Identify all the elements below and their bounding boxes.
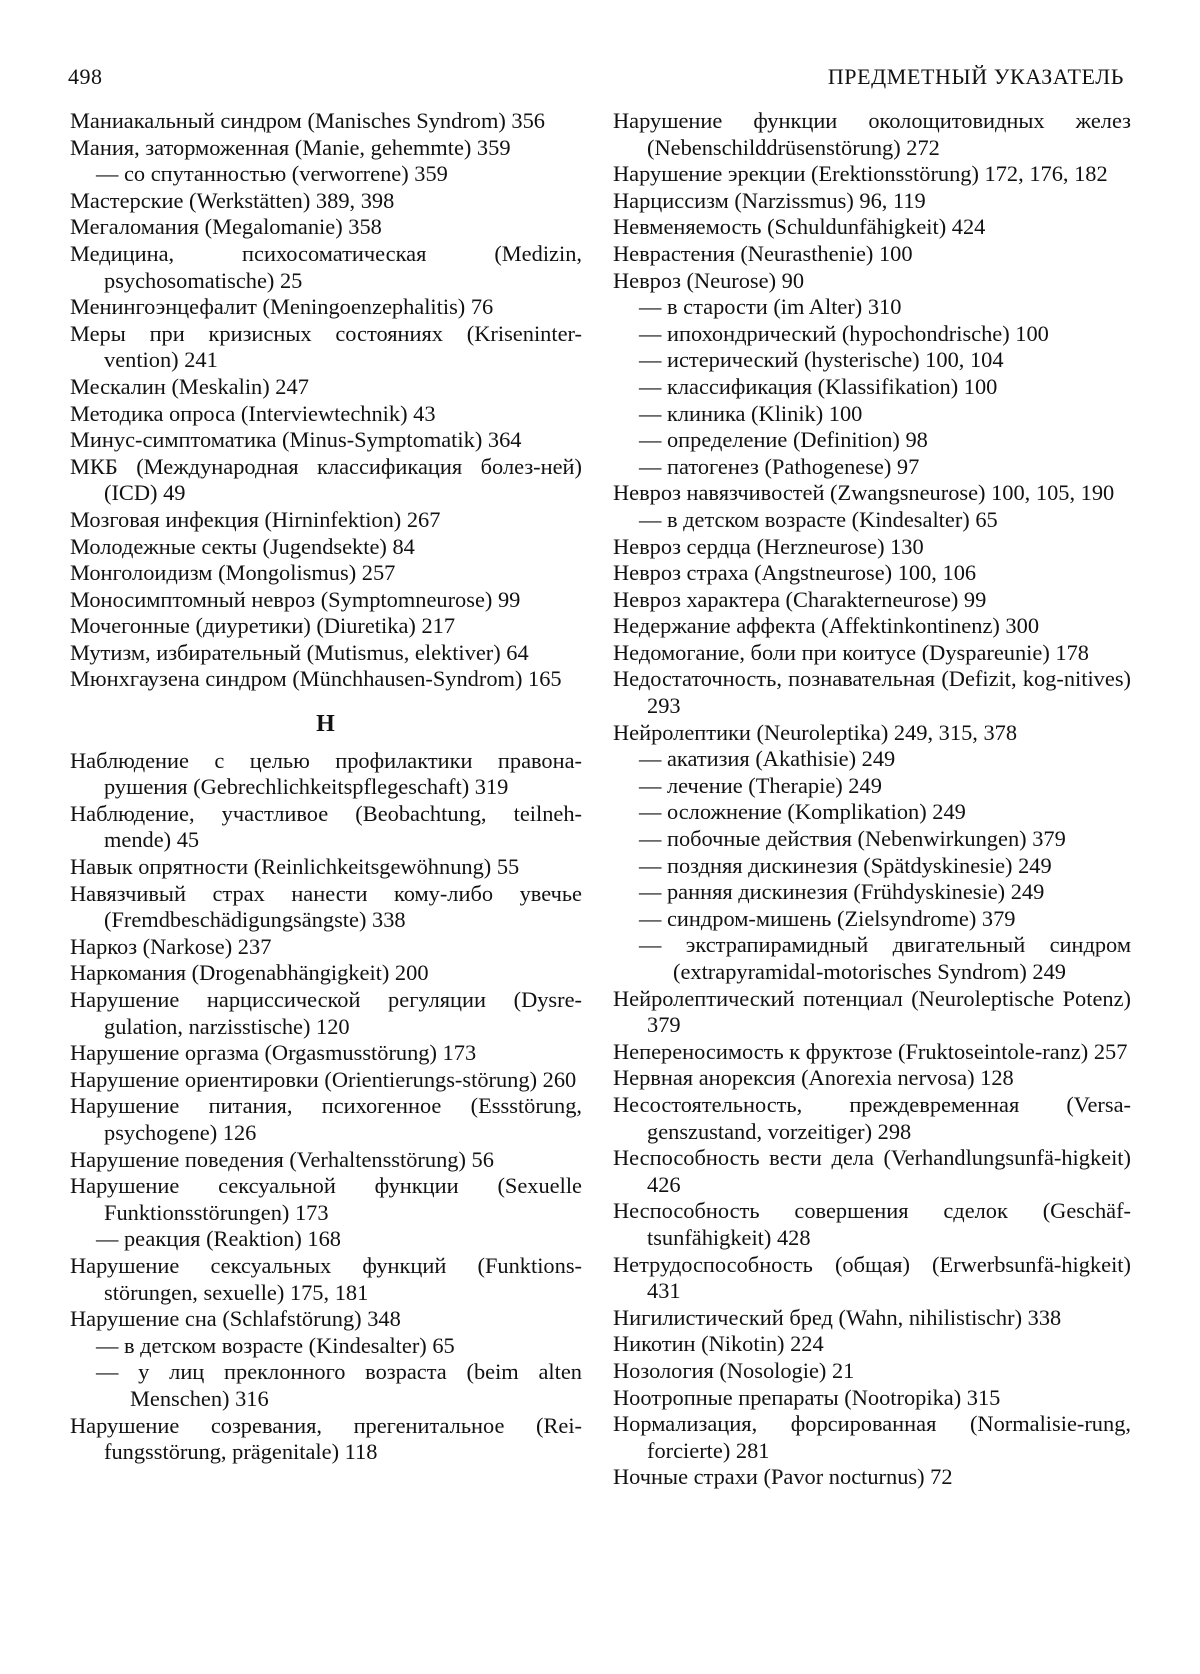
index-entry: Навязчивый страх нанести кому-либо увечье (Fremdbeschädigungsängste) 338: [70, 880, 582, 933]
index-entry: МКБ (Международная классификация болез-ней) (ICD) 49: [70, 453, 582, 506]
index-entry: Нигилистический бред (Wahn, nihilistischr) 338: [613, 1304, 1062, 1330]
index-entry: Молодежные секты (Jugendsekte) 84: [70, 533, 415, 559]
index-entry: Меры при кризисных состояниях (Kriseninter-vention) 241: [70, 320, 582, 373]
index-entry: Нейролептики (Neuroleptika) 249, 315, 378: [613, 719, 1018, 745]
index-entry: Невменяемость (Schuldunfähigkeit) 424: [613, 214, 986, 240]
index-entry: Нарушение сна (Schlafstörung) 348: [70, 1306, 401, 1332]
index-entry: Минус-симптоматика (Minus-Symptomatik) 364: [70, 427, 522, 453]
index-subentry: — ранняя дискинезия (Frühdyskinesie) 249: [639, 879, 1045, 905]
index-subentry: — истерический (hysterische) 100, 104: [639, 347, 1004, 373]
index-subentry: — классификация (Klassifikation) 100: [639, 373, 998, 399]
left-column: [70, 108, 582, 1466]
index-subentry: — у лиц преклонного возраста (beim alten Menschen) 316: [96, 1359, 582, 1411]
index-entry: Несостоятельность, преждевременная (Versa-genszustand, vorzeitiger) 298: [613, 1091, 1131, 1144]
index-entry: Невроз навязчивостей (Zwangsneurose) 100, 105, 190: [613, 480, 1115, 506]
entries-m-section: [70, 108, 582, 693]
index-entry: Мюнхгаузена синдром (Münchhausen-Syndrom) 165: [70, 666, 562, 692]
running-title: ПРЕДМЕТНЫЙ УКАЗАТЕЛЬ: [827, 64, 1124, 89]
index-entry: Нарушение эрекции (Erektionsstörung) 172, 176, 182: [613, 161, 1108, 187]
index-entry: Методика опроса (Interviewtechnik) 43: [70, 400, 436, 426]
index-entry: Нормализация, форсированная (Normalisie-rung, forcierte) 281: [613, 1411, 1131, 1463]
index-subentry: — акатизия (Akathisie) 249: [639, 746, 896, 772]
index-entry: Невроз (Neurose) 90: [613, 267, 805, 293]
index-entry: Нарушение сексуальных функций (Funktions-störungen, sexuelle) 175, 181: [70, 1252, 582, 1305]
index-entry: Менингоэнцефалит (Meningoenzephalitis) 76: [70, 294, 494, 320]
index-entry: Наркомания (Drogenabhängigkeit) 200: [70, 960, 429, 986]
index-entry: Мутизм, избирательный (Mutismus, elektiver) 64: [70, 639, 529, 665]
index-entry: Медицина, психосоматическая (Medizin, psychosomatische) 25: [70, 240, 582, 293]
index-subentry: — со спутанностью (verworrene) 359: [96, 161, 448, 187]
index-entry: Никотин (Nikotin) 224: [613, 1331, 824, 1357]
index-entry: Неспособность вести дела (Verhandlungsunfä-higkeit) 426: [613, 1145, 1131, 1197]
index-entry: Мочегонные (диуретики) (Diuretika) 217: [70, 613, 456, 639]
index-subentry: — клиника (Klinik) 100: [639, 400, 863, 426]
index-entry: Нервная анорексия (Anorexia nervosa) 128: [613, 1065, 1014, 1091]
right-column: [613, 108, 1131, 1491]
index-entry: Навык опрятности (Reinlichkeitsgewöhnung) 55: [70, 854, 520, 880]
index-subentry: — осложнение (Komplikation) 249: [639, 799, 966, 825]
page-number: 498: [68, 64, 103, 89]
index-entry: Недержание аффекта (Affektinkontinenz) 300: [613, 613, 1040, 639]
entries-n-section: [70, 748, 582, 1466]
index-subentry: — экстрапирамидный двигательный синдром (extrapyramidal-motorisches Syndrom) 249: [639, 932, 1131, 984]
index-subentry: — в детском возрасте (Kindesalter) 65: [96, 1332, 455, 1358]
index-entry: Нарушение функции околощитовидных желез (Nebenschilddrüsenstörung) 272: [613, 108, 1131, 160]
index-entry: Невроз страха (Angstneurose) 100, 106: [613, 560, 977, 586]
index-entry: Нейролептический потенциал (Neuroleptische Potenz) 379: [613, 985, 1131, 1038]
index-entry: Недомогание, боли при коитусе (Dyspareunie) 178: [613, 639, 1089, 665]
index-entry: Нарушение сексуальной функции (Sexuelle Funktionsstörungen) 173: [70, 1173, 582, 1225]
index-subentry: — в старости (im Alter) 310: [639, 294, 902, 320]
index-entry: Невроз сердца (Herzneurose) 130: [613, 533, 924, 559]
index-subentry: — реакция (Reaktion) 168: [96, 1226, 342, 1252]
index-subentry: — лечение (Therapie) 249: [639, 772, 882, 798]
index-entry: Нарушение питания, психогенное (Essstörung, psychogene) 126: [70, 1093, 582, 1145]
index-entry: Непереносимость к фруктозе (Fruktoseintole-ranz) 257: [613, 1038, 1128, 1064]
index-entry: Мания, заторможенная (Manie, gehemmte) 359: [70, 134, 511, 160]
index-subentry: — побочные действия (Nebenwirkungen) 379: [639, 826, 1066, 852]
index-entry: Ночные страхи (Pavor nocturnus) 72: [613, 1464, 953, 1490]
index-entry: Мастерские (Werkstätten) 389, 398: [70, 187, 395, 213]
index-entry: Мегаломания (Megalomanie) 358: [70, 214, 382, 240]
index-entry: Неврастения (Neurasthenie) 100: [613, 240, 913, 266]
index-entry: Нарушение поведения (Verhaltensstörung) 56: [70, 1146, 494, 1172]
index-entry: Недостаточность, познавательная (Defizit, kog-nitives) 293: [613, 666, 1131, 719]
index-entry: Ноотропные препараты (Nootropika) 315: [613, 1384, 1001, 1410]
index-entry: Нетрудоспособность (общая) (Erwerbsunfä-higkeit) 431: [613, 1251, 1131, 1304]
index-subentry: — поздняя дискинезия (Spätdyskinesie) 249: [639, 852, 1052, 878]
index-entry: Нозология (Nosologie) 21: [613, 1357, 855, 1383]
index-entry: Моносимптомный невроз (Symptomneurose) 99: [70, 586, 521, 612]
entries-right: [613, 108, 1131, 1491]
index-entry: Мескалин (Meskalin) 247: [70, 373, 309, 399]
index-entry: Нарушение ориентировки (Orientierungs-störung) 260: [70, 1066, 577, 1092]
index-subentry: — синдром-мишень (Zielsyndrome) 379: [639, 905, 1016, 931]
index-entry: Монголоидизм (Mongolismus) 257: [70, 560, 396, 586]
index-entry: Нарушение нарциссической регуляции (Dysre-gulation, narzisstische) 120: [70, 987, 582, 1039]
index-entry: Мозговая инфекция (Hirninfektion) 267: [70, 506, 441, 532]
index-entry: Нарушение оргазма (Orgasmusstörung) 173: [70, 1040, 477, 1066]
index-entry: Маниакальный синдром (Manisches Syndrom) 356: [70, 108, 546, 133]
index-subentry: — ипохондрический (hypochondrische) 100: [639, 320, 1049, 346]
index-entry: Наблюдение с целью профилактики правона-рушения (Gebrechlichkeitspflegeschaft) 319: [70, 747, 582, 800]
index-entry: Неспособность совершения сделок (Geschäf-tsunfähigkeit) 428: [613, 1198, 1131, 1250]
index-entry: Невроз характера (Charakterneurose) 99: [613, 586, 987, 612]
index-entry: Нарушение созревания, прегенитальное (Rei-fungsstörung, prägenitale) 118: [70, 1412, 582, 1465]
index-subentry: — патогенез (Pathogenese) 97: [639, 453, 920, 479]
index-entry: Нарциссизм (Narzissmus) 96, 119: [613, 187, 926, 213]
index-subentry: — в детском возрасте (Kindesalter) 65: [639, 506, 998, 532]
index-entry: Наблюдение, участливое (Beobachtung, teilneh-mende) 45: [70, 800, 582, 853]
index-subentry: — определение (Definition) 98: [639, 427, 928, 453]
section-letter-heading: Н: [316, 711, 336, 738]
index-entry: Наркоз (Narkose) 237: [70, 933, 272, 959]
